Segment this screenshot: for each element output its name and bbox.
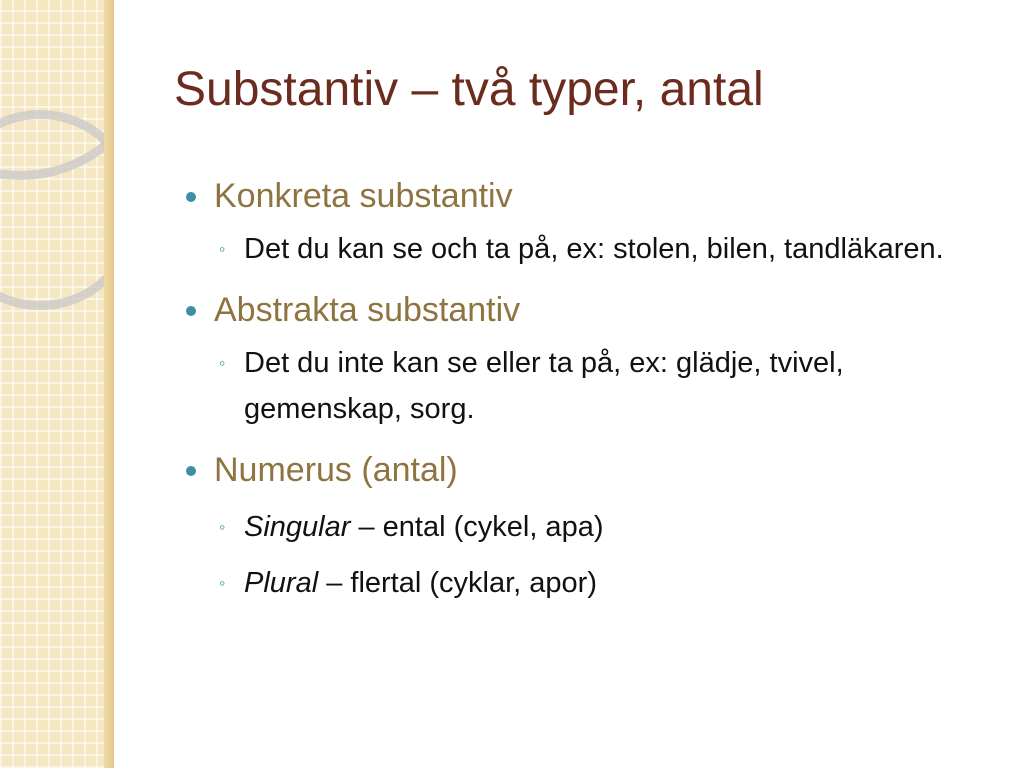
- sub-bullet-text: – flertal (cyklar, apor): [318, 567, 597, 599]
- sub-bullet-text: Det du inte kan se eller ta på, ex: glädje, tvivel, gemenskap, sorg.: [244, 347, 844, 425]
- bullet-dot-icon: [186, 192, 196, 202]
- bullet-item: [186, 286, 986, 334]
- sub-bullet-item: [186, 226, 986, 272]
- sub-bullet-text: – ental (cykel, apa): [350, 511, 604, 543]
- sub-bullet-term: Singular: [244, 511, 351, 543]
- sub-bullet-item: [186, 504, 986, 550]
- bullet-item: [186, 446, 986, 494]
- bullet-heading: Numerus (antal): [214, 451, 458, 489]
- bullet-item: [186, 172, 986, 220]
- sub-bullet-ring-icon: ◦: [219, 353, 226, 373]
- sub-bullet-ring-icon: ◦: [219, 517, 226, 537]
- decorative-side-panel: [0, 0, 114, 768]
- sub-bullet-ring-icon: ◦: [219, 239, 226, 259]
- decorative-ring-icon: [0, 110, 114, 310]
- sub-bullet-term: Plural: [244, 567, 319, 599]
- bullet-heading: Konkreta substantiv: [214, 177, 513, 215]
- sub-bullet-item: [186, 560, 986, 606]
- side-panel-edge: [104, 0, 114, 768]
- bullet-dot-icon: [186, 466, 196, 476]
- sub-bullet-item: [186, 340, 986, 432]
- bullet-list: [186, 172, 986, 606]
- sub-bullet-ring-icon: ◦: [219, 573, 226, 593]
- slide-title: Substantiv – två typer, antal: [174, 63, 764, 116]
- bullet-heading: Abstrakta substantiv: [214, 291, 521, 329]
- sub-bullet-text: Det du kan se och ta på, ex: stolen, bilen, tandläkaren.: [244, 233, 944, 265]
- bullet-dot-icon: [186, 306, 196, 316]
